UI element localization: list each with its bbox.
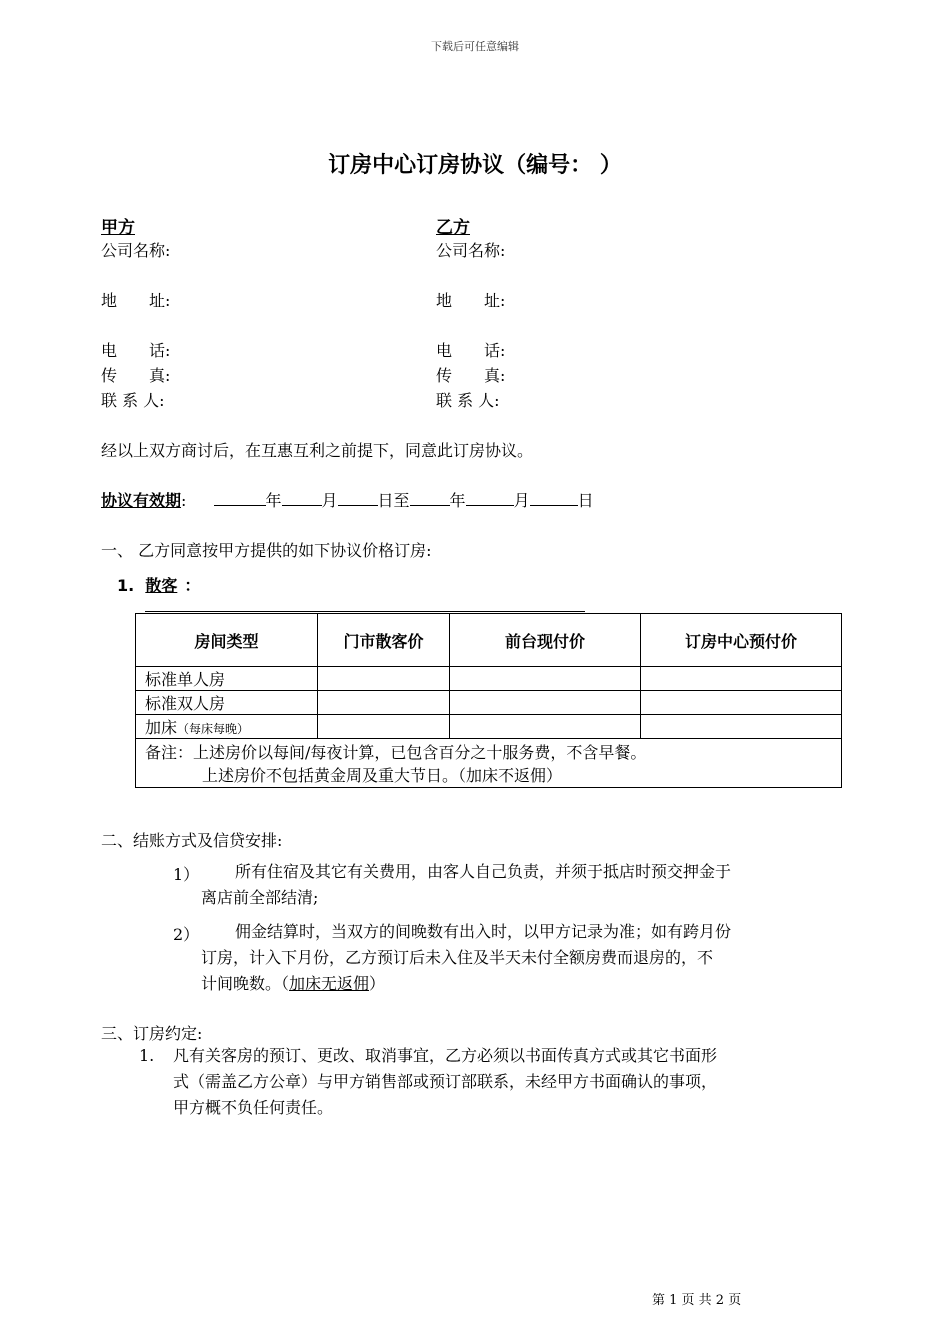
blank-end-day[interactable] — [530, 489, 578, 506]
intro-text: 经以上双方商讨后，在互惠互利之前提下，同意此订房协议。 — [101, 441, 534, 460]
price-cell[interactable] — [641, 691, 842, 715]
page-header: 下载后可任意编辑 — [431, 40, 519, 53]
section-1-sub-colon: ： — [184, 576, 201, 595]
party-b-heading: 乙方 — [436, 218, 470, 238]
section-2-item-2-line-2: 订房，计入下月份，乙方预订后未入住及半天未付全额房费而退房的，不 — [201, 948, 714, 967]
party-a-contact: 联 系 人: — [101, 391, 165, 410]
document-title: 订房中心订房协议（编号： ） — [328, 153, 622, 178]
table-row — [136, 691, 842, 715]
price-cell[interactable] — [450, 691, 641, 715]
separator-line — [145, 611, 585, 612]
section-1-sub-number: 1. — [117, 576, 135, 595]
room-type-cell — [136, 715, 318, 739]
party-b-company: 公司名称: — [436, 241, 506, 260]
price-cell[interactable] — [318, 715, 450, 739]
party-a-phone: 电 话: — [101, 341, 171, 360]
section-2-heading: 二、结账方式及信贷安排: — [101, 831, 283, 850]
price-cell[interactable] — [641, 667, 842, 691]
party-b-address: 地 址: — [436, 291, 506, 310]
section-2-item-2-line-1: 佣金结算时，当双方的间晚数有出入时，以甲方记录为准；如有跨月份 — [235, 922, 732, 941]
section-2-item-1-line-2: 离店前全部结清; — [201, 888, 319, 907]
party-a-heading: 甲方 — [101, 218, 135, 238]
party-b-phone: 电 话: — [436, 341, 506, 360]
table-row — [136, 715, 842, 739]
table-header-row — [136, 614, 842, 667]
section-3-heading: 三、订房约定: — [101, 1024, 203, 1043]
price-cell[interactable] — [450, 715, 641, 739]
section-2-item-2 — [201, 919, 731, 997]
header-prepaid-rate: 订房中心预付价 — [641, 614, 842, 667]
room-type-cell: 标准单人房 — [136, 667, 318, 691]
price-cell[interactable] — [318, 691, 450, 715]
item-2-line-3-start: 计间晚数。（ — [201, 974, 290, 993]
section-2-item-1-line-1: 所有住宿及其它有关费用，由客人自己负责，并须于抵店时预交押金于 — [235, 862, 732, 881]
section-3-item-1-line-2: 式（需盖乙方公章）与甲方销售部或预订部联系，未经甲方书面确认的事项， — [173, 1072, 718, 1091]
party-a-address: 地 址: — [101, 291, 171, 310]
extra-bed-note: （每床每晚） — [177, 722, 250, 736]
party-b-fax: 传 真: — [436, 366, 506, 385]
party-a-fax: 传 真: — [101, 366, 171, 385]
table-row — [136, 667, 842, 691]
section-1-sub-label: 散客 — [145, 576, 178, 595]
header-rack-rate: 门市散客价 — [318, 614, 450, 667]
note-line-2: 上述房价不包括黄金周及重大节日。（加床不返佣） — [202, 766, 563, 785]
validity-colon: : — [181, 491, 187, 510]
price-cell[interactable] — [450, 667, 641, 691]
price-cell[interactable] — [641, 715, 842, 739]
validity-day: 日 — [577, 491, 594, 510]
section-3-item-1-line-3: 甲方概不负任何责任。 — [173, 1098, 334, 1117]
rate-table — [135, 613, 842, 788]
header-front-desk-rate: 前台现付价 — [450, 614, 641, 667]
table-note — [136, 739, 842, 788]
party-a-company: 公司名称: — [101, 241, 171, 260]
section-3-item-1-number: 1. — [139, 1046, 155, 1065]
section-2-item-1-number: 1） — [173, 865, 200, 884]
validity-day-to: 日至 — [377, 491, 410, 510]
validity-line — [101, 488, 594, 511]
page-footer: 第 1 页 共 2 页 — [652, 1293, 742, 1308]
section-3-item-1 — [173, 1043, 717, 1121]
note-line-1: 备注：上述房价以每间/每夜计算，已包含百分之十服务费，不含早餐。 — [145, 743, 647, 762]
validity-month: 月 — [321, 491, 338, 510]
section-2-item-2-line-3 — [201, 971, 731, 997]
price-cell[interactable] — [318, 667, 450, 691]
extra-bed-label: 加床 — [145, 718, 178, 737]
blank-start-year[interactable] — [214, 489, 266, 506]
validity-month-2: 月 — [513, 491, 530, 510]
extra-bed-no-commission: 加床无返佣 — [289, 974, 370, 993]
blank-end-month[interactable] — [466, 489, 514, 506]
section-3-item-1-line-1: 凡有关客房的预订、更改、取消事宜，乙方必须以书面传真方式或其它书面形 — [173, 1046, 718, 1065]
validity-label: 协议有效期 — [101, 491, 182, 510]
section-1-sub — [117, 573, 200, 596]
party-b-contact: 联 系 人: — [436, 391, 500, 410]
room-type-cell: 标准双人房 — [136, 691, 318, 715]
header-room-type: 房间类型 — [136, 614, 318, 667]
blank-end-year[interactable] — [410, 489, 450, 506]
item-2-line-3-end: ） — [369, 974, 386, 993]
validity-year: 年 — [265, 491, 282, 510]
section-1-heading: 一、 乙方同意按甲方提供的如下协议价格订房: — [101, 541, 432, 560]
section-2-item-1 — [201, 859, 731, 911]
blank-start-month[interactable] — [282, 489, 322, 506]
validity-year-2: 年 — [449, 491, 466, 510]
blank-start-day[interactable] — [338, 489, 378, 506]
section-2-item-2-number: 2） — [173, 925, 200, 944]
table-note-row — [136, 739, 842, 788]
